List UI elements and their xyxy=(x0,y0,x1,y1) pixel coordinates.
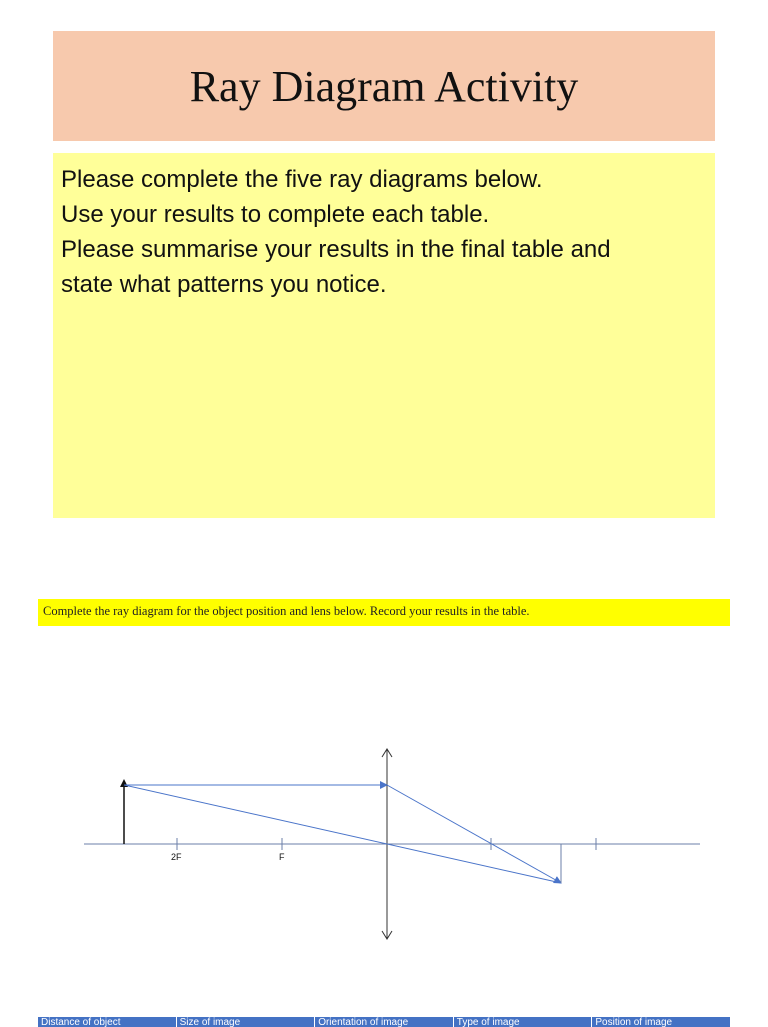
title-banner xyxy=(53,31,715,141)
table-header-cell: Size of image xyxy=(177,1017,316,1027)
central-ray xyxy=(124,785,561,883)
ray-diagram xyxy=(0,740,768,950)
instruction-line: Please complete the five ray diagrams below. xyxy=(61,166,543,193)
table-header-cell: Type of image xyxy=(454,1017,593,1027)
table-header-cell: Position of image xyxy=(595,1017,673,1027)
task-prompt: Complete the ray diagram for the object position and lens below. Record your results in the table. xyxy=(38,599,730,626)
label-f: F xyxy=(279,852,285,862)
instructions-box xyxy=(53,153,715,518)
label-2f: 2F xyxy=(171,852,182,862)
table-header-cell: Distance of object xyxy=(38,1017,177,1027)
instruction-line: Please summarise your results in the final table and xyxy=(61,236,611,263)
refracted-ray xyxy=(387,785,561,883)
page-title: Ray Diagram Activity xyxy=(189,61,579,111)
table-header-cell: Orientation of image xyxy=(315,1017,454,1027)
instruction-line: state what patterns you notice. xyxy=(61,271,387,298)
results-table-header xyxy=(38,1017,730,1027)
object-arrow xyxy=(120,779,128,844)
instruction-line: Use your results to complete each table. xyxy=(61,201,490,228)
